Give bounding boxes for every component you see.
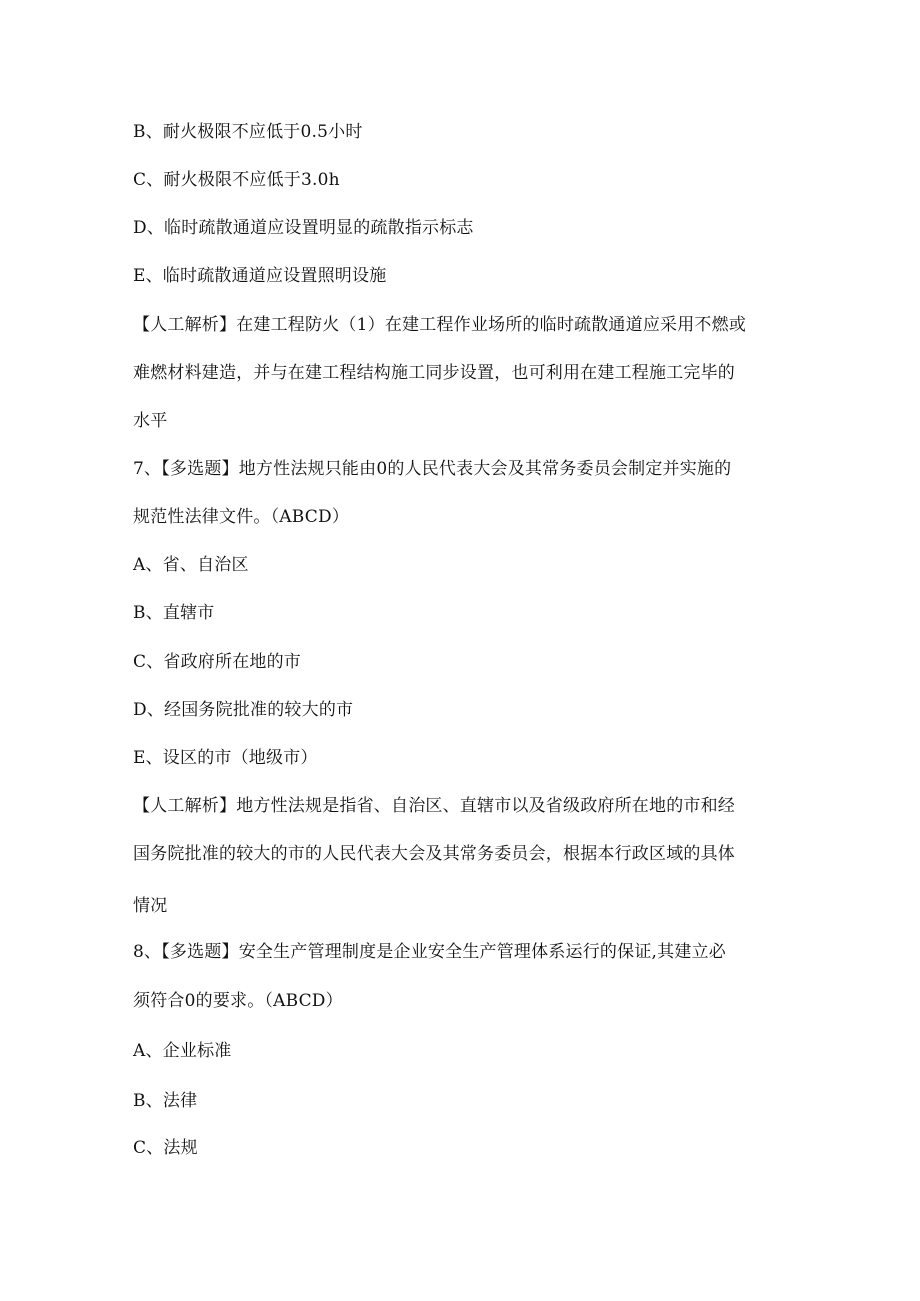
question-8-line-2: 须符合0的要求。（ABCD） bbox=[133, 991, 343, 1011]
option-e-q6: E、临时疏散通道应设置照明设施 bbox=[133, 266, 387, 286]
option-e-q7: E、设区的市（地级市） bbox=[133, 748, 318, 768]
option-a-q8: A、企业标准 bbox=[133, 1041, 232, 1061]
option-a-q7: A、省、自治区 bbox=[133, 555, 249, 575]
option-d-q7: D、经国务院批准的较大的市 bbox=[133, 700, 354, 720]
option-b-q6: B、耐火极限不应低于0.5小时 bbox=[133, 122, 363, 142]
option-b-q7: B、直辖市 bbox=[133, 603, 215, 623]
question-8-line-1: 8、【多选题】安全生产管理制度是企业安全生产管理体系运行的保证,其建立必 bbox=[133, 942, 726, 962]
analysis-q6-line-3: 水平 bbox=[133, 411, 168, 431]
option-c-q8: C、法规 bbox=[133, 1138, 198, 1158]
option-c-q6: C、耐火极限不应低于3.0h bbox=[133, 170, 340, 190]
option-c-q7: C、省政府所在地的市 bbox=[133, 652, 302, 672]
analysis-q7-line-3: 情况 bbox=[133, 896, 168, 916]
analysis-q7-line-1: 【人工解析】地方性法规是指省、自治区、直辖市以及省级政府所在地的市和经 bbox=[133, 796, 735, 816]
analysis-q6-line-2: 难燃材料建造，并与在建工程结构施工同步设置，也可利用在建工程施工完毕的 bbox=[133, 363, 735, 383]
question-7-line-2: 规范性法律文件。（ABCD） bbox=[133, 507, 350, 527]
analysis-q7-line-2: 国务院批准的较大的市的人民代表大会及其常务委员会，根据本行政区域的具体 bbox=[133, 844, 735, 864]
analysis-q6-line-1: 【人工解析】在建工程防火（1）在建工程作业场所的临时疏散通道应采用不燃或 bbox=[133, 315, 747, 335]
option-d-q6: D、临时疏散通道应设置明显的疏散指示标志 bbox=[133, 218, 474, 238]
option-b-q8: B、法律 bbox=[133, 1091, 198, 1111]
question-7-line-1: 7、【多选题】地方性法规只能由0的人民代表大会及其常务委员会制定并实施的 bbox=[133, 459, 732, 479]
